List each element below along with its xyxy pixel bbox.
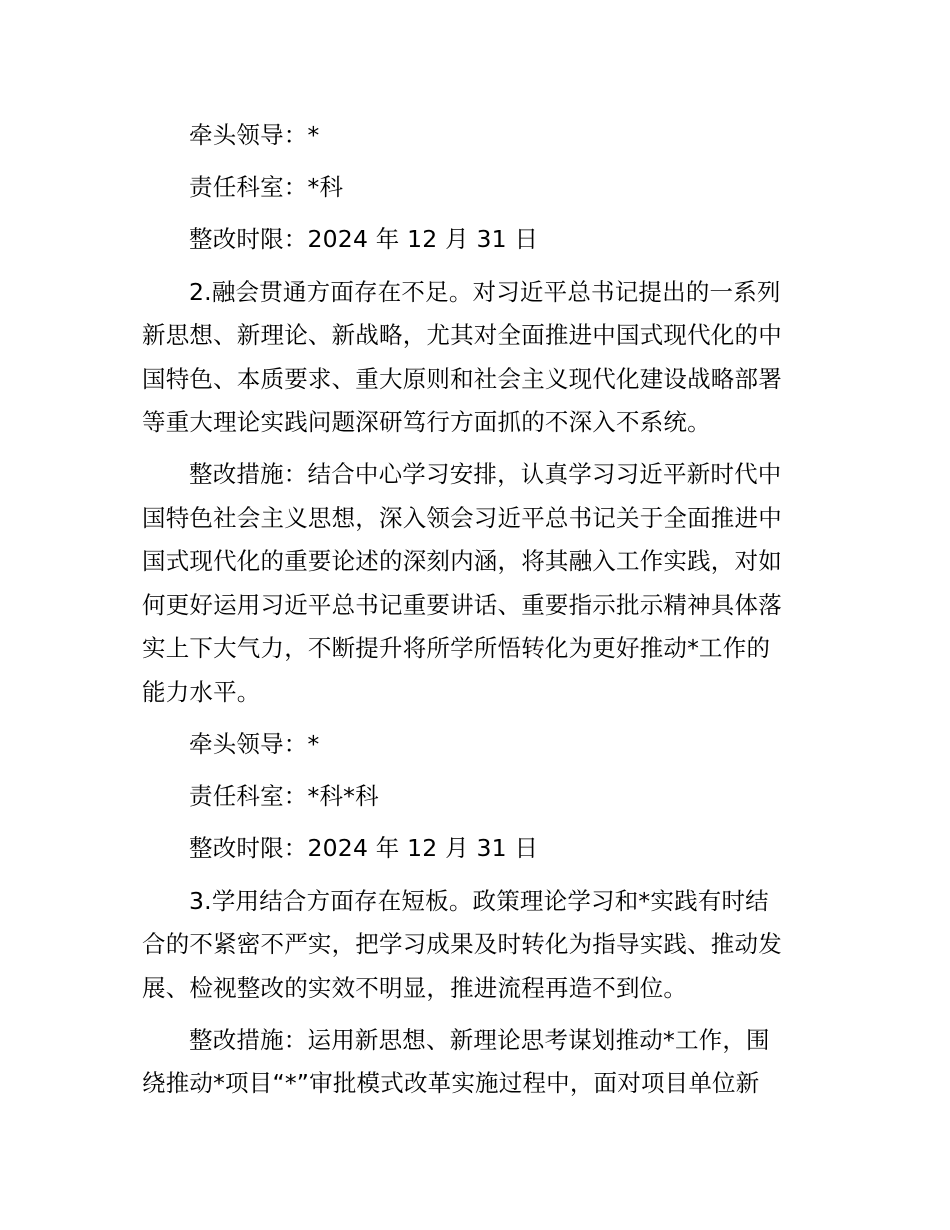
text-line: 合的不紧密不严实，把学习成果及时转化为指导实践、推动发	[142, 930, 782, 958]
text-line: 新思想、新理论、新战略，尤其对全面推进中国式现代化的中	[142, 321, 782, 350]
text-line: 3.学用结合方面存在短板。政策理论学习和*实践有时结	[189, 886, 769, 915]
text-line: 能力水平。	[142, 677, 261, 706]
paragraph-gap	[142, 819, 810, 828]
text-line: 责任科室：*科*科	[189, 782, 379, 811]
paragraph-gap	[142, 445, 810, 454]
paragraph-gap	[142, 714, 810, 723]
text-line: 国特色社会主义思想，深入领会习近平总书记关于全面推进中	[142, 503, 782, 532]
text-line: 责任科室：*科	[189, 173, 344, 202]
text-line: 整改时限：2024 年 12 月 31 日	[189, 225, 539, 254]
paragraph-gap	[142, 262, 810, 271]
text-line: 整改措施：结合中心学习安排，认真学习习近平新时代中	[189, 460, 782, 489]
text-line: 整改措施：运用新思想、新理论思考谋划推动*工作，围	[189, 1025, 770, 1054]
text-line: 2.融会贯通方面存在不足。对习近平总书记提出的一系列	[189, 277, 781, 306]
paragraph-gap	[142, 210, 810, 219]
text-line: 牵头领导：*	[189, 729, 320, 758]
paragraph-gap	[142, 1010, 810, 1019]
paragraph-gap	[142, 766, 810, 775]
text-line: 国式现代化的重要论述的深刻内涵，将其融入工作实践，对如	[142, 547, 782, 576]
text-line: 整改时限：2024 年 12 月 31 日	[189, 834, 539, 863]
text-line: 牵头领导：*	[189, 121, 320, 149]
paragraph-gap	[142, 871, 810, 880]
document-page	[142, 114, 810, 1106]
paragraph-gap	[142, 158, 810, 167]
text-line: 展、检视整改的实效不明显，推进流程再造不到位。	[142, 973, 688, 1002]
text-line: 等重大理论实践问题深研笃行方面抓的不深入不系统。	[142, 408, 711, 437]
text-line: 实上下大气力，不断提升将所学所悟转化为更好推动*工作的	[142, 634, 771, 663]
text-line: 绕推动*项目“*”审批模式改革实施过程中，面对项目单位新	[142, 1069, 760, 1098]
text-line: 国特色、本质要求、重大原则和社会主义现代化建设战略部署	[142, 364, 782, 393]
text-line: 何更好运用习近平总书记重要讲话、重要指示批示精神具体落	[142, 590, 782, 619]
